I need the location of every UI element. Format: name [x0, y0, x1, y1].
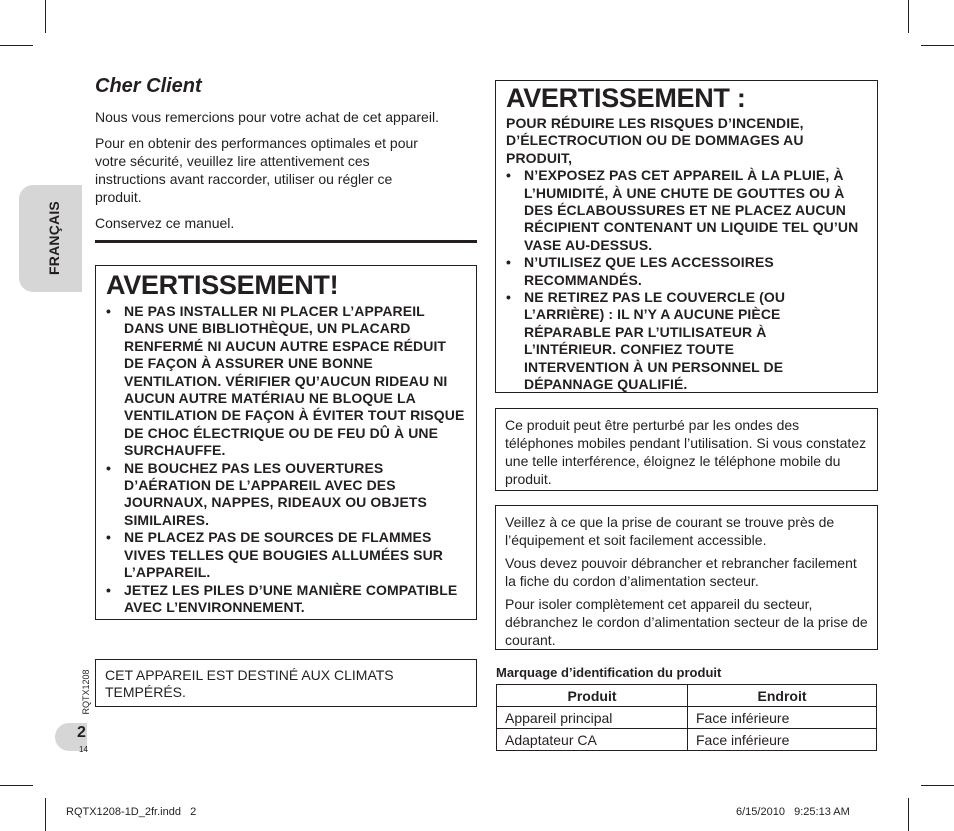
phone-notice-box — [495, 408, 878, 491]
crop-mark — [908, 0, 909, 33]
marking-table-title: Marquage d’identification du produit — [496, 665, 722, 680]
sub-page-number: 14 — [79, 745, 88, 754]
warning-title: AVERTISSEMENT : — [506, 83, 746, 113]
footer-file: RQTX1208-1D_2fr.indd 2 — [66, 806, 197, 818]
power-notice-box — [495, 505, 878, 650]
crop-mark — [921, 785, 954, 786]
salutation-heading: Cher Client — [95, 75, 202, 97]
warning-lead: POUR RÉDUIRE LES RISQUES D’INCENDIE, D’ÉLECTROCUTION OU DE DOMMAGES AU PRODUIT, — [506, 115, 804, 166]
table-header: Endroit — [688, 685, 877, 707]
warning-box-right — [495, 80, 878, 393]
footer-date: 6/15/2010 9:25:13 AM — [736, 806, 850, 818]
table-header: Produit — [497, 685, 688, 707]
document-code: RQTX1208 — [81, 669, 91, 715]
intro-paragraph: Conservez ce manuel. — [95, 215, 235, 231]
climate-notice-box — [95, 659, 477, 707]
warning-item: • N’UTILISEZ QUE LES ACCESSOIRES RECOMMANDÉS. — [506, 254, 774, 288]
phone-notice-text: Ce produit peut être perturbé par les ondes des téléphones mobiles pendant l’utilisation. Si vous constatez une telle interférence, éloignez le téléphone mobile du produit. — [505, 417, 867, 487]
warning-title: AVERTISSEMENT! — [106, 270, 339, 300]
warning-item-text: NE RETIREZ PAS LE COUVERCLE (OU L’ARRIÈRE) : IL N’Y A AUCUNE PIÈCE RÉPARABLE PAR L’UTILISATEUR À L’INTÉRIEUR. CONFIEZ TOUTE INTERVENTION À UN PERSONNEL DE DÉPANNAGE QUALIFIÉ. — [524, 289, 786, 393]
crop-mark — [908, 798, 909, 831]
table-row — [497, 707, 877, 729]
table-row — [497, 729, 877, 751]
warning-item: • NE PAS INSTALLER NI PLACER L’APPAREIL DANS UNE BIBLIOTHÈQUE, UN PLACARD RENFERMÉ NI AUCUN AUTRE ESPACE RÉDUIT DE FAÇON À ASSURER UNE BONNE VENTILATION. VÉRIFIER QU’AUCUN RIDEAU NI AUCUN AUTRE MATÉRIAU NE BLOQUE LA VENTILATION DE FAÇON À ÉVITER TOUT RISQUE DE CHOC ÉLECTRIQUE OU DE FEU DÛ À UNE SURCHAUFFE. — [106, 303, 465, 459]
intro-paragraph: Pour en obtenir des performances optimales et pour votre sécurité, veuillez lire attentivement ces instructions avant raccorder, utiliser ou régler ce produit. — [95, 135, 418, 205]
warning-box-left — [95, 265, 477, 620]
crop-mark — [0, 785, 33, 786]
warning-item-text: N’UTILISEZ QUE LES ACCESSOIRES RECOMMANDÉS. — [524, 254, 774, 288]
page-number: 2 — [77, 724, 86, 741]
warning-item-text: NE PLACEZ PAS DE SOURCES DE FLAMMES VIVES TELLES QUE BOUGIES ALLUMÉES SUR L’APPAREIL. — [124, 529, 444, 581]
power-notice-paragraph: Veillez à ce que la prise de courant se trouve près de l’équipement et soit facilement accessible. — [505, 514, 835, 548]
intro-text — [95, 108, 480, 240]
table-cell: Face inférieure — [688, 707, 877, 729]
warning-item: • NE PLACEZ PAS DE SOURCES DE FLAMMES VIVES TELLES QUE BOUGIES ALLUMÉES SUR L’APPAREIL. — [106, 529, 444, 581]
crop-mark — [0, 45, 33, 46]
warning-list — [106, 303, 468, 616]
crop-mark — [45, 0, 46, 33]
power-notice-paragraph: Vous devez pouvoir débrancher et rebrancher facilement la fiche du cordon d’alimentation secteur. — [505, 555, 857, 589]
table-header-row — [497, 685, 877, 707]
intro-paragraph: Nous vous remercions pour votre achat de cet appareil. — [95, 109, 439, 125]
warning-item: • NE RETIREZ PAS LE COUVERCLE (OU L’ARRIÈRE) : IL N’Y A AUCUNE PIÈCE RÉPARABLE PAR L’UTILISATEUR À L’INTÉRIEUR. CONFIEZ TOUTE INTERVENTION À UN PERSONNEL DE DÉPANNAGE QUALIFIÉ. — [506, 289, 869, 393]
language-tab-label: FRANÇAIS — [46, 201, 62, 275]
warning-item-text: NE BOUCHEZ PAS LES OUVERTURES D’AÉRATION DE L’APPAREIL AVEC DES JOURNAUX, NAPPES, RIDEAUX OU OBJETS SIMILAIRES. — [124, 459, 427, 528]
power-notice-paragraph: Pour isoler complètement cet appareil du secteur, débranchez le cordon d’alimentation secteur de la prise de courant. — [505, 596, 868, 648]
table-cell: Appareil principal — [497, 707, 688, 729]
crop-mark — [921, 45, 954, 46]
warning-item-text: NE PAS INSTALLER NI PLACER L’APPAREIL DANS UNE BIBLIOTHÈQUE, UN PLACARD RENFERMÉ NI AUCUN AUTRE ESPACE RÉDUIT DE FAÇON À ASSURER UNE BONNE VENTILATION. VÉRIFIER QU’AUCUN RIDEAU NI AUCUN AUTRE MATÉRIAU NE BLOQUE LA VENTILATION DE FAÇON À ÉVITER TOUT RISQUE DE CHOC ÉLECTRIQUE OU DE FEU DÛ À UNE SURCHAUFFE. — [124, 303, 465, 459]
warning-item: • N’EXPOSEZ PAS CET APPAREIL À LA PLUIE, À L’HUMIDITÉ, À UNE CHUTE DE GOUTTES OU À DES ÉCLABOUSSURES ET NE PLACEZ AUCUN RÉCIPIENT CONTENANT UN LIQUIDE TEL QU’UN VASE AU-DESSUS. — [506, 167, 859, 253]
warning-list — [506, 167, 869, 393]
warning-item-text: JETEZ LES PILES D’UNE MANIÈRE COMPATIBLE AVEC L’ENVIRONNEMENT. — [124, 581, 458, 615]
table-cell: Adaptateur CA — [497, 729, 688, 751]
warning-item: • NE BOUCHEZ PAS LES OUVERTURES D’AÉRATION DE L’APPAREIL AVEC DES JOURNAUX, NAPPES, RIDEAUX OU OBJETS SIMILAIRES. — [106, 459, 427, 528]
marking-table — [496, 684, 877, 751]
table-cell: Face inférieure — [688, 729, 877, 751]
climate-notice-text: CET APPAREIL EST DESTINÉ AUX CLIMATS TEMPÉRÉS. — [105, 667, 394, 700]
warning-item-text: N’EXPOSEZ PAS CET APPAREIL À LA PLUIE, À L’HUMIDITÉ, À UNE CHUTE DE GOUTTES OU À DES ÉCLABOUSSURES ET NE PLACEZ AUCUN RÉCIPIENT CONTENANT UN LIQUIDE TEL QU’UN VASE AU-DESSUS. — [524, 167, 859, 253]
crop-mark — [45, 798, 46, 831]
warning-item: • JETEZ LES PILES D’UNE MANIÈRE COMPATIBLE AVEC L’ENVIRONNEMENT. — [106, 581, 458, 615]
section-divider — [95, 240, 477, 243]
